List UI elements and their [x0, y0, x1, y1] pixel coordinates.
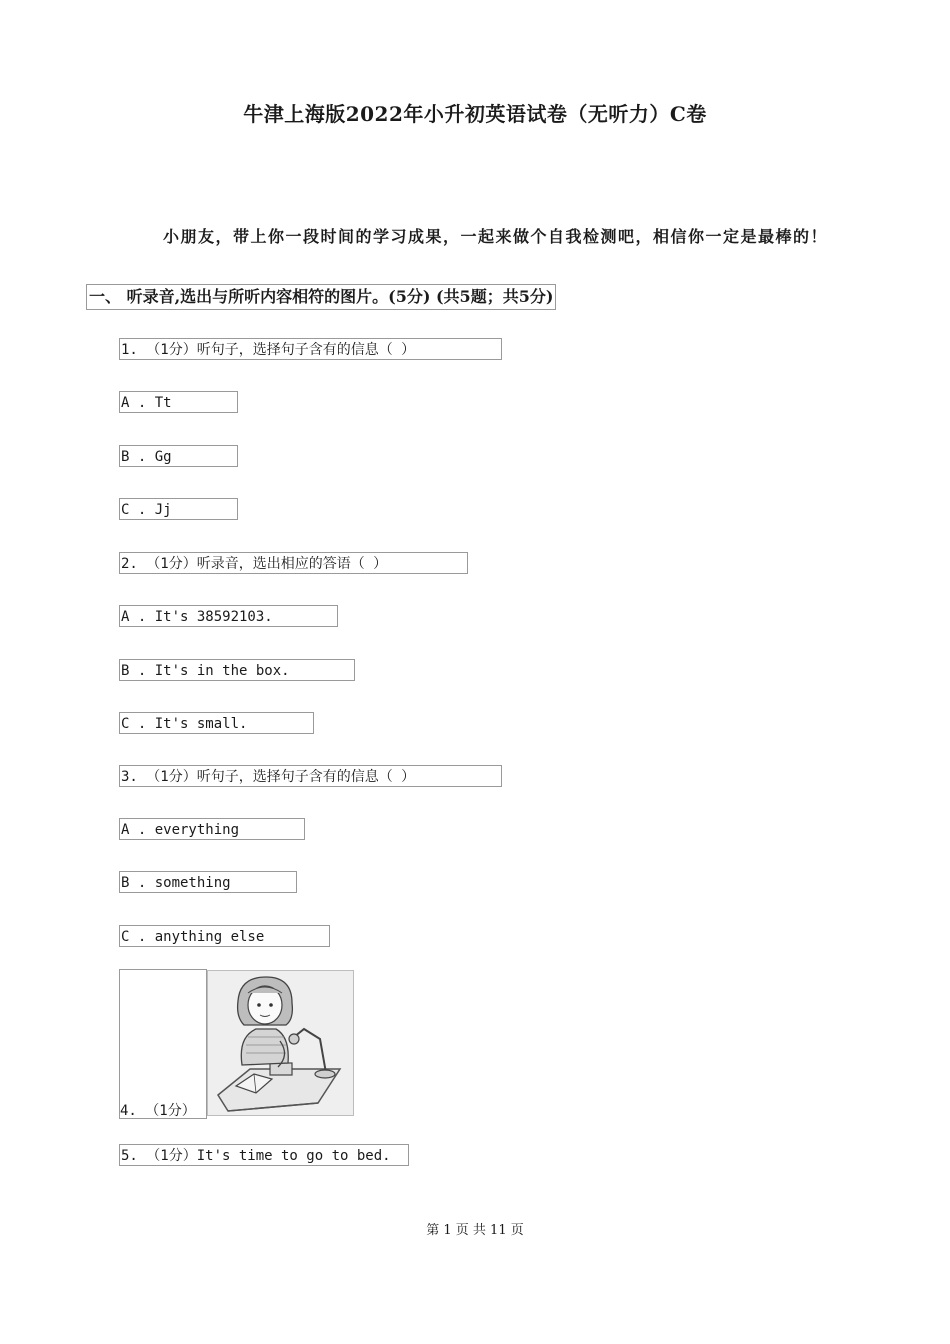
question-3-option-a[interactable]: A . everything: [119, 818, 305, 840]
page-footer: 第 1 页 共 11 页: [426, 1223, 524, 1238]
question-1-option-c[interactable]: C . Jj: [119, 498, 238, 520]
question-4-image: [207, 970, 354, 1116]
question-3-option-b[interactable]: B . something: [119, 871, 297, 893]
intro-text: 小朋友，带上你一段时间的学习成果，一起来做个自我检测吧，相信你一定是最棒的！: [163, 227, 829, 246]
page-title: 牛津上海版2022年小升初英语试卷（无听力）C卷: [243, 102, 707, 126]
question-1-option-b[interactable]: B . Gg: [119, 445, 238, 467]
question-3-stem: 3. （1分）听句子，选择句子含有的信息（ ）: [119, 765, 502, 787]
section-heading: 一、 听录音,选出与所听内容相符的图片。(5分) (共5题；共5分): [86, 284, 556, 310]
question-1-option-a[interactable]: A . Tt: [119, 391, 238, 413]
question-2-stem: 2. （1分）听录音，选出相应的答语（ ）: [119, 552, 468, 574]
girl-at-desk-illustration: [208, 971, 353, 1115]
question-2-option-b[interactable]: B . It's in the box.: [119, 659, 355, 681]
question-5-stem: 5. （1分）It's time to go to bed.: [119, 1144, 409, 1166]
question-1-stem: 1. （1分）听句子，选择句子含有的信息（ ）: [119, 338, 502, 360]
question-2-option-a[interactable]: A . It's 38592103.: [119, 605, 338, 627]
question-3-option-c[interactable]: C . anything else: [119, 925, 330, 947]
question-4-frame: [119, 969, 207, 1119]
question-2-option-c[interactable]: C . It's small.: [119, 712, 314, 734]
question-4-label: 4. （1分）: [120, 1103, 196, 1119]
